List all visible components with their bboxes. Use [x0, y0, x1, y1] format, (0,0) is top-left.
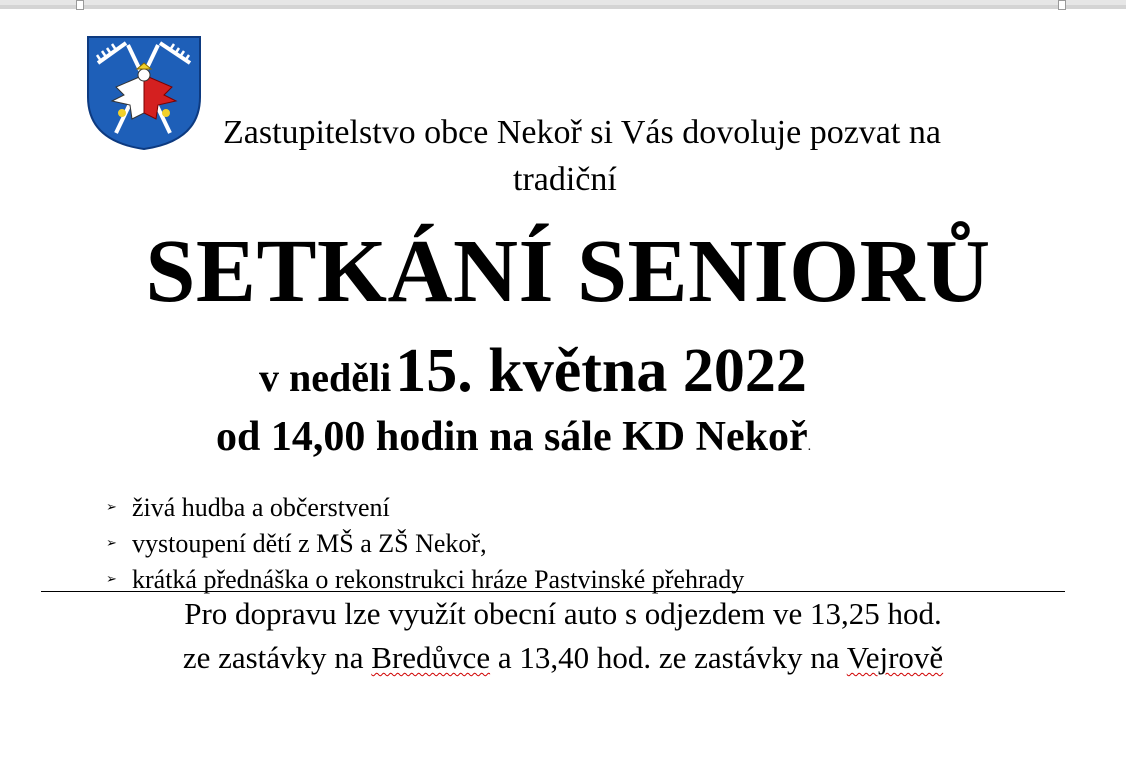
bullet-arrow-icon: ➢: [106, 500, 117, 515]
spelling-flag-bredovce[interactable]: Bredůvce: [371, 640, 491, 675]
left-margin-marker[interactable]: [76, 0, 84, 10]
transport-text-a: ze zastávky na: [182, 640, 372, 675]
transport-line-2: [0, 640, 1126, 676]
transport-text-b: a 13,40 hod. ze zastávky na: [490, 640, 847, 675]
list-item: [106, 562, 744, 598]
horizontal-rule: [41, 591, 1065, 592]
ruler-strip: [0, 5, 1126, 9]
event-title: SETKÁNÍ SENIORŮ: [145, 222, 991, 321]
event-time-place: [216, 413, 811, 461]
transport-line-1: Pro dopravu lze využít obecní auto s odjezdem ve 13,25 hod.: [184, 596, 942, 631]
spelling-flag-vejrove[interactable]: Vejrově: [846, 640, 944, 675]
list-item: [106, 526, 744, 562]
event-date: [259, 336, 807, 407]
date-value: 15. května 2022: [395, 337, 807, 405]
list-item-text: krátká přednáška o rekonstrukci hráze Pastvinské přehrady: [132, 565, 745, 594]
intro-line-2: tradiční: [513, 161, 617, 198]
date-prefix: v neděli: [259, 355, 392, 400]
bullet-arrow-icon: ➢: [106, 572, 117, 587]
village-coat-of-arms-icon: [86, 35, 202, 151]
time-place-trailing: .: [807, 439, 812, 454]
intro-line-1: Zastupitelstvo obce Nekoř si Vás dovoluje pozvat na: [223, 114, 941, 151]
list-item: [106, 490, 744, 526]
ruler-bar: [0, 0, 1126, 9]
list-item-text: živá hudba a občerstvení: [132, 493, 390, 522]
list-item-text: vystoupení dětí z MŠ a ZŠ Nekoř,: [132, 529, 487, 558]
program-list: [106, 490, 744, 598]
right-margin-marker[interactable]: [1058, 0, 1066, 10]
bullet-arrow-icon: ➢: [106, 536, 117, 551]
time-place-text: od 14,00 hodin na sále KD Nekoř: [216, 414, 808, 460]
